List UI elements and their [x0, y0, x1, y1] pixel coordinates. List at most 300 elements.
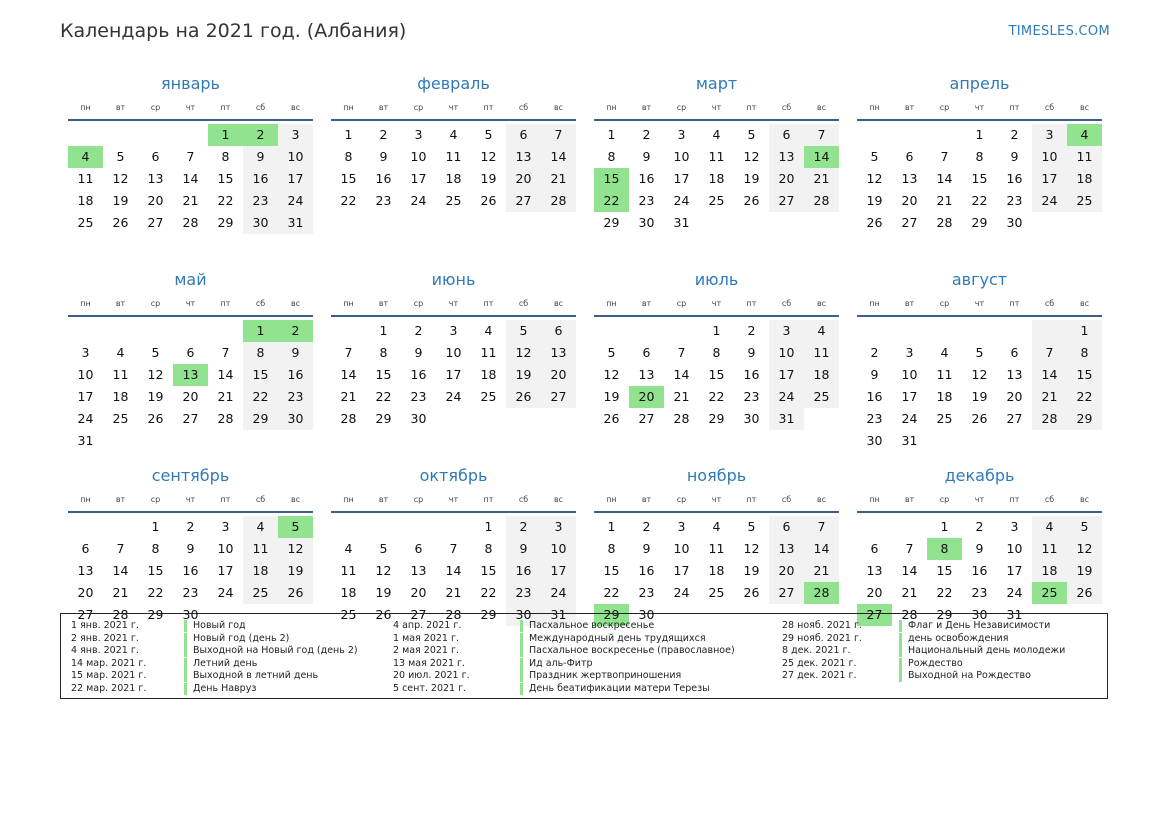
day-cell: 13 [506, 146, 541, 168]
day-cell: 11 [480, 345, 497, 360]
day-cell: 19 [743, 563, 760, 578]
weekday-label: чт [448, 495, 459, 504]
weekday-label: вт [378, 495, 389, 504]
day-cell: 24 [673, 585, 690, 600]
weekday-label: пн [80, 299, 91, 308]
weekday-label: ср [939, 103, 950, 112]
day-cell: 19 [603, 389, 620, 404]
weekday-label: сб [781, 299, 792, 308]
day-cell: 20 [506, 168, 541, 190]
day-cell: 26 [603, 411, 620, 426]
weekday-label: вс [553, 495, 564, 504]
weekday-label: вт [904, 495, 915, 504]
day-cell: 22 [340, 193, 357, 208]
weekday-label: сб [255, 103, 266, 112]
day-cell: 27 [769, 190, 804, 212]
day-cell: 8 [151, 541, 160, 556]
day-cell: 29 [708, 411, 725, 426]
weekday-label: пн [343, 299, 354, 308]
weekday-label: вс [553, 103, 564, 112]
day-cell: 13 [147, 171, 164, 186]
day-cell: 13 [541, 342, 576, 364]
day-cell: 2 [870, 345, 879, 360]
day-cell: 31 [541, 604, 576, 626]
day-cell: 19 [866, 193, 883, 208]
month-block [331, 270, 576, 450]
legend-date: 27 дек. 2021 г. [782, 670, 857, 682]
day-cell: 12 [743, 541, 760, 556]
day-cell: 26 [866, 215, 883, 230]
day-cell: 15 [340, 171, 357, 186]
day-cell: 8 [379, 345, 388, 360]
day-cell: 8 [243, 342, 278, 364]
holiday-day-cell: 4 [68, 146, 103, 168]
day-cell: 28 [673, 411, 690, 426]
day-cell: 24 [541, 582, 576, 604]
day-cell: 2 [379, 127, 388, 142]
month-block [68, 74, 313, 254]
weekday-label: пт [1009, 495, 1020, 504]
day-cell: 2 [414, 323, 423, 338]
day-cell: 27 [541, 386, 576, 408]
day-cell: 8 [1067, 342, 1102, 364]
day-cell: 26 [278, 582, 313, 604]
day-cell: 14 [182, 171, 199, 186]
day-cell: 10 [673, 149, 690, 164]
day-cell: 8 [712, 345, 721, 360]
legend-holiday-name: Летний день [184, 658, 257, 670]
day-cell: 27 [638, 411, 655, 426]
day-cell: 7 [344, 345, 353, 360]
day-cell: 25 [936, 411, 953, 426]
legend-date: 2 мая 2021 г. [393, 645, 459, 657]
month-divider [331, 119, 576, 121]
weekday-label: ср [413, 495, 424, 504]
day-cell: 15 [480, 563, 497, 578]
day-cell: 15 [936, 563, 953, 578]
day-cell: 22 [708, 389, 725, 404]
months-grid [68, 74, 1108, 622]
day-cell: 3 [221, 519, 230, 534]
day-cell: 30 [243, 212, 278, 234]
day-cell: 19 [506, 364, 541, 386]
day-cell: 12 [743, 149, 760, 164]
day-cell: 3 [81, 345, 90, 360]
day-cell: 9 [186, 541, 195, 556]
day-cell: 7 [449, 541, 458, 556]
day-cell: 24 [77, 411, 94, 426]
weekday-label: пн [80, 103, 91, 112]
day-cell: 15 [217, 171, 234, 186]
day-cell: 4 [243, 516, 278, 538]
day-cell: 14 [217, 367, 234, 382]
day-cell: 20 [769, 560, 804, 582]
weekday-label: пн [606, 299, 617, 308]
day-cell: 30 [638, 215, 655, 230]
day-cell: 26 [506, 386, 541, 408]
day-cell: 21 [936, 193, 953, 208]
day-cell: 7 [677, 345, 686, 360]
day-cell: 24 [1032, 190, 1067, 212]
day-cell: 6 [769, 516, 804, 538]
day-cell: 9 [243, 146, 278, 168]
day-cell: 5 [116, 149, 125, 164]
day-cell: 5 [151, 345, 160, 360]
day-cell: 26 [1067, 582, 1102, 604]
day-cell: 11 [243, 538, 278, 560]
day-cell: 24 [410, 193, 427, 208]
day-cell: 30 [971, 607, 988, 622]
day-cell: 10 [1006, 541, 1023, 556]
month-divider [594, 315, 839, 317]
day-cell: 22 [243, 386, 278, 408]
day-cell: 18 [340, 585, 357, 600]
day-cell: 13 [769, 538, 804, 560]
day-cell: 17 [445, 367, 462, 382]
day-cell: 5 [506, 320, 541, 342]
legend-holiday-name: Выходной в летний день [184, 670, 318, 682]
day-cell: 9 [870, 367, 879, 382]
month-divider [68, 511, 313, 513]
day-cell: 14 [936, 171, 953, 186]
weekday-label: чт [711, 299, 722, 308]
legend-holiday-name: Национальный день молодежи [899, 645, 1065, 657]
holiday-day-cell: 20 [629, 386, 664, 408]
day-cell: 22 [971, 193, 988, 208]
day-cell: 17 [673, 171, 690, 186]
legend-date: 25 дек. 2021 г. [782, 657, 857, 669]
weekday-label: вс [290, 495, 301, 504]
day-cell: 11 [1032, 538, 1067, 560]
day-cell: 19 [147, 389, 164, 404]
day-cell: 5 [484, 127, 493, 142]
day-cell: 27 [1006, 411, 1023, 426]
day-cell: 11 [445, 149, 462, 164]
day-cell: 25 [480, 389, 497, 404]
day-cell: 1 [607, 127, 616, 142]
day-cell: 17 [541, 560, 576, 582]
day-cell: 13 [1006, 367, 1023, 382]
month-name: ноябрь [686, 466, 747, 485]
day-cell: 8 [484, 541, 493, 556]
legend-holiday-name: день освобождения [899, 633, 1008, 645]
day-cell: 21 [182, 193, 199, 208]
day-cell: 13 [901, 171, 918, 186]
day-cell: 23 [243, 190, 278, 212]
day-cell: 1 [712, 323, 721, 338]
day-cell: 4 [344, 541, 353, 556]
day-cell: 10 [217, 541, 234, 556]
day-cell: 30 [638, 607, 655, 622]
weekday-label: вт [904, 299, 915, 308]
day-cell: 6 [642, 345, 651, 360]
legend-holiday-name: Выходной на Рождество [899, 670, 1031, 682]
month-divider [68, 119, 313, 121]
day-cell: 8 [975, 149, 984, 164]
legend-date: 1 янв. 2021 г. [71, 620, 139, 631]
day-cell: 20 [182, 389, 199, 404]
day-cell: 1 [379, 323, 388, 338]
day-cell: 23 [410, 389, 427, 404]
weekday-label: чт [185, 103, 196, 112]
weekday-label: чт [185, 495, 196, 504]
day-cell: 2 [642, 127, 651, 142]
day-cell: 29 [480, 607, 497, 622]
day-cell: 14 [445, 563, 462, 578]
day-cell: 26 [971, 411, 988, 426]
weekday-label: вт [641, 299, 652, 308]
day-cell: 16 [243, 168, 278, 190]
day-cell: 8 [344, 149, 353, 164]
day-cell: 25 [340, 607, 357, 622]
day-cell: 18 [77, 193, 94, 208]
day-cell: 7 [221, 345, 230, 360]
day-cell: 9 [506, 538, 541, 560]
day-cell: 17 [217, 563, 234, 578]
weekday-label: пт [220, 103, 231, 112]
day-cell: 29 [1067, 408, 1102, 430]
day-cell: 8 [221, 149, 230, 164]
legend-date: 5 сент. 2021 г. [393, 683, 467, 694]
day-cell: 12 [971, 367, 988, 382]
weekday-label: пт [746, 495, 757, 504]
day-cell: 24 [217, 585, 234, 600]
day-cell: 17 [1006, 563, 1023, 578]
day-cell: 3 [677, 519, 686, 534]
weekday-label: чт [711, 495, 722, 504]
day-cell: 1 [1067, 320, 1102, 342]
day-cell: 2 [186, 519, 195, 534]
day-cell: 10 [278, 146, 313, 168]
day-cell: 11 [804, 342, 839, 364]
day-cell: 19 [1067, 560, 1102, 582]
day-cell: 25 [112, 411, 129, 426]
day-cell: 18 [243, 560, 278, 582]
day-cell: 13 [769, 146, 804, 168]
weekday-label: ср [150, 103, 161, 112]
day-cell: 10 [410, 149, 427, 164]
month-name: апрель [949, 74, 1010, 93]
weekday-label: пт [220, 495, 231, 504]
day-cell: 15 [971, 171, 988, 186]
day-cell: 29 [971, 215, 988, 230]
day-cell: 26 [743, 585, 760, 600]
day-cell: 31 [673, 215, 690, 230]
day-cell: 21 [541, 168, 576, 190]
month-divider [857, 119, 1102, 121]
month-name: май [174, 270, 207, 289]
day-cell: 6 [1010, 345, 1019, 360]
weekday-label: ср [150, 299, 161, 308]
legend-date: 2 янв. 2021 г. [71, 632, 139, 644]
weekday-label: ср [676, 299, 687, 308]
weekday-label: сб [255, 299, 266, 308]
day-cell: 1 [975, 127, 984, 142]
day-cell: 20 [1006, 389, 1023, 404]
weekday-label: сб [255, 495, 266, 504]
day-cell: 18 [1032, 560, 1067, 582]
day-cell: 15 [603, 563, 620, 578]
day-cell: 27 [769, 582, 804, 604]
weekday-label: вс [553, 299, 564, 308]
day-cell: 14 [541, 146, 576, 168]
day-cell: 10 [673, 541, 690, 556]
holiday-day-cell: 15 [594, 168, 629, 190]
day-cell: 4 [484, 323, 493, 338]
holiday-legend [60, 613, 1108, 699]
weekday-label: пн [606, 495, 617, 504]
weekday-label: ср [413, 299, 424, 308]
site-logo-link[interactable]: TIMESLES.COM [1008, 24, 1110, 39]
day-cell: 26 [480, 193, 497, 208]
month-block [594, 74, 839, 254]
weekday-label: вт [115, 495, 126, 504]
legend-holiday-name: День Навруз [184, 683, 256, 695]
day-cell: 20 [147, 193, 164, 208]
legend-date: 1 мая 2021 г. [393, 632, 459, 644]
day-cell: 16 [971, 563, 988, 578]
day-cell: 9 [642, 541, 651, 556]
day-cell: 12 [278, 538, 313, 560]
day-cell: 3 [414, 127, 423, 142]
day-cell: 18 [708, 563, 725, 578]
legend-holiday-name: Пасхальное воскресенье (православное) [520, 645, 735, 657]
day-cell: 1 [484, 519, 493, 534]
legend-holiday-name: Рождество [899, 658, 963, 670]
day-cell: 9 [379, 149, 388, 164]
day-cell: 25 [804, 386, 839, 408]
weekday-label: пт [1009, 103, 1020, 112]
holiday-day-cell: 1 [243, 320, 278, 342]
weekday-label: пт [746, 103, 757, 112]
month-block [594, 270, 839, 450]
day-cell: 24 [278, 190, 313, 212]
day-cell: 31 [278, 212, 313, 234]
day-cell: 21 [112, 585, 129, 600]
weekday-label: ср [150, 495, 161, 504]
day-cell: 22 [480, 585, 497, 600]
day-cell: 27 [77, 607, 94, 622]
day-cell: 17 [1032, 168, 1067, 190]
weekday-label: вс [816, 495, 827, 504]
day-cell: 2 [1010, 127, 1019, 142]
day-cell: 2 [506, 516, 541, 538]
day-cell: 26 [112, 215, 129, 230]
legend-holiday-name: Флаг и День Независимости [899, 620, 1050, 632]
weekday-label: вт [115, 299, 126, 308]
holiday-day-cell: 2 [278, 320, 313, 342]
day-cell: 23 [182, 585, 199, 600]
weekday-label: вт [904, 103, 915, 112]
weekday-label: чт [185, 299, 196, 308]
holiday-day-cell: 13 [173, 364, 208, 386]
day-cell: 18 [804, 364, 839, 386]
day-cell: 12 [603, 367, 620, 382]
day-cell: 24 [445, 389, 462, 404]
day-cell: 28 [112, 607, 129, 622]
day-cell: 26 [375, 607, 392, 622]
month-divider [594, 511, 839, 513]
holiday-day-cell: 5 [278, 516, 313, 538]
day-cell: 10 [901, 367, 918, 382]
month-name: март [695, 74, 738, 93]
month-divider [857, 511, 1102, 513]
day-cell: 14 [1032, 364, 1067, 386]
day-cell: 5 [870, 149, 879, 164]
day-cell: 1 [607, 519, 616, 534]
weekday-label: пн [80, 495, 91, 504]
holiday-day-cell: 2 [243, 124, 278, 146]
weekday-label: вт [378, 299, 389, 308]
day-cell: 24 [901, 411, 918, 426]
holiday-day-cell: 28 [804, 582, 839, 604]
legend-date: 22 мар. 2021 г. [71, 683, 147, 694]
day-cell: 12 [480, 149, 497, 164]
day-cell: 28 [217, 411, 234, 426]
month-name: июль [694, 270, 739, 289]
day-cell: 10 [445, 345, 462, 360]
day-cell: 6 [186, 345, 195, 360]
day-cell: 23 [375, 193, 392, 208]
day-cell: 16 [638, 171, 655, 186]
day-cell: 10 [769, 342, 804, 364]
day-cell: 27 [147, 215, 164, 230]
day-cell: 9 [1010, 149, 1019, 164]
day-cell: 27 [182, 411, 199, 426]
day-cell: 5 [975, 345, 984, 360]
day-cell: 22 [217, 193, 234, 208]
day-cell: 28 [445, 607, 462, 622]
weekday-label: чт [448, 299, 459, 308]
legend-holiday-name: День беатификации матери Терезы [520, 683, 710, 695]
legend-date: 13 мая 2021 г. [393, 657, 466, 669]
day-cell: 6 [81, 541, 90, 556]
day-cell: 9 [278, 342, 313, 364]
day-cell: 31 [769, 408, 804, 430]
day-cell: 6 [769, 124, 804, 146]
legend-date: 29 нояб. 2021 г. [782, 632, 862, 644]
weekday-label: ср [676, 495, 687, 504]
weekday-label: вт [378, 103, 389, 112]
day-cell: 15 [708, 367, 725, 382]
day-cell: 12 [866, 171, 883, 186]
day-cell: 7 [186, 149, 195, 164]
weekday-label: вс [1079, 103, 1090, 112]
day-cell: 16 [410, 367, 427, 382]
day-cell: 21 [673, 389, 690, 404]
day-cell: 8 [607, 541, 616, 556]
weekday-label: ср [413, 103, 424, 112]
day-cell: 23 [1006, 193, 1023, 208]
month-divider [68, 315, 313, 317]
weekday-label: сб [518, 103, 529, 112]
day-cell: 12 [375, 563, 392, 578]
day-cell: 29 [217, 215, 234, 230]
day-cell: 7 [804, 516, 839, 538]
day-cell: 26 [743, 193, 760, 208]
month-divider [594, 119, 839, 121]
day-cell: 25 [708, 585, 725, 600]
day-cell: 13 [638, 367, 655, 382]
month-name: декабрь [944, 466, 1015, 485]
weekday-label: пт [483, 495, 494, 504]
day-cell: 22 [147, 585, 164, 600]
day-cell: 13 [410, 563, 427, 578]
weekday-label: вс [816, 103, 827, 112]
day-cell: 16 [743, 367, 760, 382]
legend-date: 20 июл. 2021 г. [393, 670, 470, 682]
day-cell: 23 [638, 193, 655, 208]
